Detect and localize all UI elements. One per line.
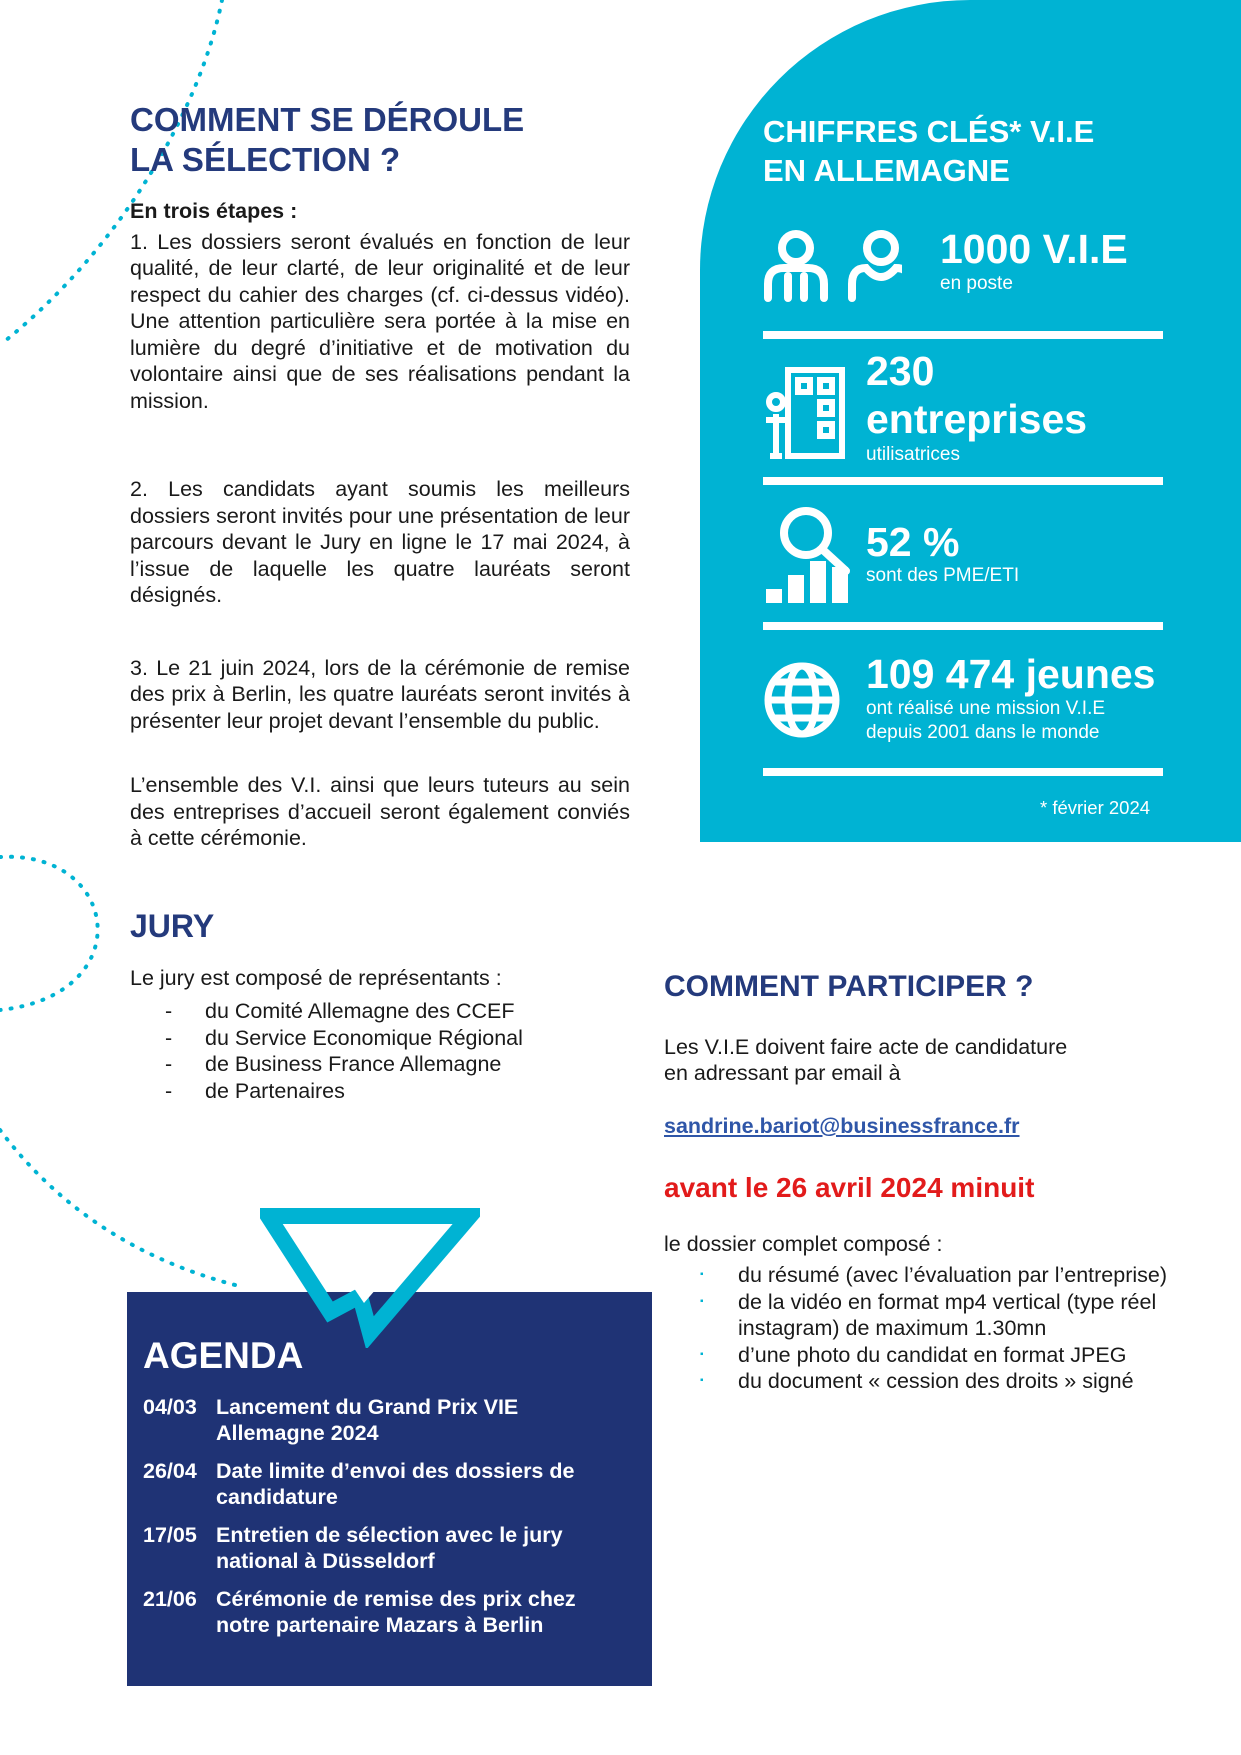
jury-intro: Le jury est composé de représentants : [130, 966, 502, 990]
agenda-text: Cérémonie de remise des prix chez notre partenaire Mazars à Berlin [216, 1587, 576, 1637]
selection-step-2: 2. Les candidats ayant soumis les meilleurs dossiers seront invités pour une présentation de leur parcours devant le Jury en ligne le 17 mai 2024, à l’issue de laquelle les quatre lauréats seront désignés. [130, 477, 630, 607]
key-figures-footnote: * février 2024 [1040, 797, 1151, 818]
jury-member: - du Service Economique Régional [165, 1025, 523, 1052]
agenda-item [143, 1522, 623, 1574]
agenda-date: 26/04 [143, 1459, 197, 1483]
stat-2-value-unit: entreprises [866, 396, 1088, 442]
stat-4-label-line1: ont réalisé une mission V.I.E [866, 698, 1106, 719]
dotted-arc-middle-left [0, 845, 120, 1015]
stat-2-value: 230 [866, 348, 935, 394]
people-icon [762, 228, 902, 308]
agenda-list [143, 1394, 623, 1650]
stat-1-label: en poste [940, 273, 1013, 294]
magnifier-chart-icon [760, 505, 860, 605]
documents-list [700, 1262, 1170, 1395]
agenda-date: 21/06 [143, 1587, 197, 1611]
document-item: ▪ de la vidéo en format mp4 vertical (type réel instagram) de maximum 1.30mn [700, 1289, 1170, 1342]
jury-member: - de Partenaires [165, 1078, 523, 1105]
selection-step-1: 1. Les dossiers seront évalués en fonction de leur qualité, de leur clarté, de leur originalité et de leur respect du cahier des charges (cf. ci-dessus vidéo). Une attention particulière sera portée à la mise en lumière du degré d’initiative et de motivation du volontaire ainsi que de ses réalisations pendant la mission. [130, 229, 630, 413]
agenda-date: 17/05 [143, 1523, 197, 1547]
stat-4-label-line2: depuis 2001 dans le monde [866, 722, 1100, 743]
agenda-date: 04/03 [143, 1395, 197, 1419]
stat-divider-1 [763, 331, 1163, 339]
agenda-text: Lancement du Grand Prix VIE Allemagne 2024 [216, 1395, 519, 1445]
key-figures-title [763, 112, 1094, 190]
jury-title: JURY [130, 908, 215, 944]
contact-email-link[interactable]: sandrine.bariot@businessfrance.fr [664, 1114, 1020, 1138]
globe-icon [762, 660, 842, 740]
documents-intro: le dossier complet composé : [664, 1232, 943, 1256]
stat-4-value: 109 474 jeunes [866, 651, 1156, 697]
stat-divider-3 [763, 622, 1163, 630]
selection-title-line1: COMMENT SE DÉROULE [130, 101, 525, 138]
stat-divider-2 [763, 477, 1163, 485]
document-item: ▪ du document « cession des droits » signé [700, 1368, 1170, 1395]
agenda-item [143, 1458, 623, 1510]
key-figures-title-line2: EN ALLEMAGNE [763, 153, 1010, 188]
selection-closing: L’ensemble des V.I. ainsi que leurs tuteurs au sein des entreprises d’accueil seront également conviés à cette cérémonie. [130, 773, 630, 850]
jury-member: - de Business France Allemagne [165, 1051, 523, 1078]
selection-intro: En trois étapes : [130, 199, 298, 223]
agenda-item [143, 1394, 623, 1446]
stat-3-value: 52 % [866, 519, 960, 565]
jury-member: - du Comité Allemagne des CCEF [165, 998, 523, 1025]
participate-intro-line1: Les V.I.E doivent faire acte de candidature [664, 1035, 1068, 1059]
key-figures-title-line1: CHIFFRES CLÉS* V.I.E [763, 114, 1095, 149]
jury-members-list [165, 998, 523, 1104]
selection-title-line2: LA SÉLECTION ? [130, 141, 401, 178]
stat-1-value: 1000 V.I.E [940, 226, 1128, 272]
agenda-title: AGENDA [143, 1335, 304, 1376]
stat-2-label: utilisatrices [866, 444, 960, 465]
agenda-item [143, 1586, 623, 1638]
building-icon [760, 362, 850, 462]
participate-title: COMMENT PARTICIPER ? [664, 970, 1034, 1003]
participate-intro-line2: en adressant par email à [664, 1061, 901, 1085]
stat-3-label: sont des PME/ETI [866, 565, 1020, 586]
selection-body [130, 198, 630, 890]
agenda-text: Date limite d’envoi des dossiers de candidature [216, 1459, 575, 1509]
stat-divider-4 [763, 768, 1163, 776]
dotted-arc-lower-left [0, 1120, 240, 1290]
deadline-text: avant le 26 avril 2024 minuit [664, 1172, 1035, 1203]
agenda-text: Entretien de sélection avec le jury national à Düsseldorf [216, 1523, 563, 1573]
document-item: ▪ d’une photo du candidat en format JPEG [700, 1342, 1170, 1369]
selection-step-3: 3. Le 21 juin 2024, lors de la cérémonie de remise des prix à Berlin, les quatre lauréats seront invités à présenter leur projet devant l’ensemble du public. [130, 655, 630, 733]
paper-plane-logo [260, 1208, 480, 1348]
selection-title [130, 100, 524, 180]
document-item: ▪ du résumé (avec l’évaluation par l’entreprise) [700, 1262, 1170, 1289]
participate-intro [664, 1034, 1124, 1086]
